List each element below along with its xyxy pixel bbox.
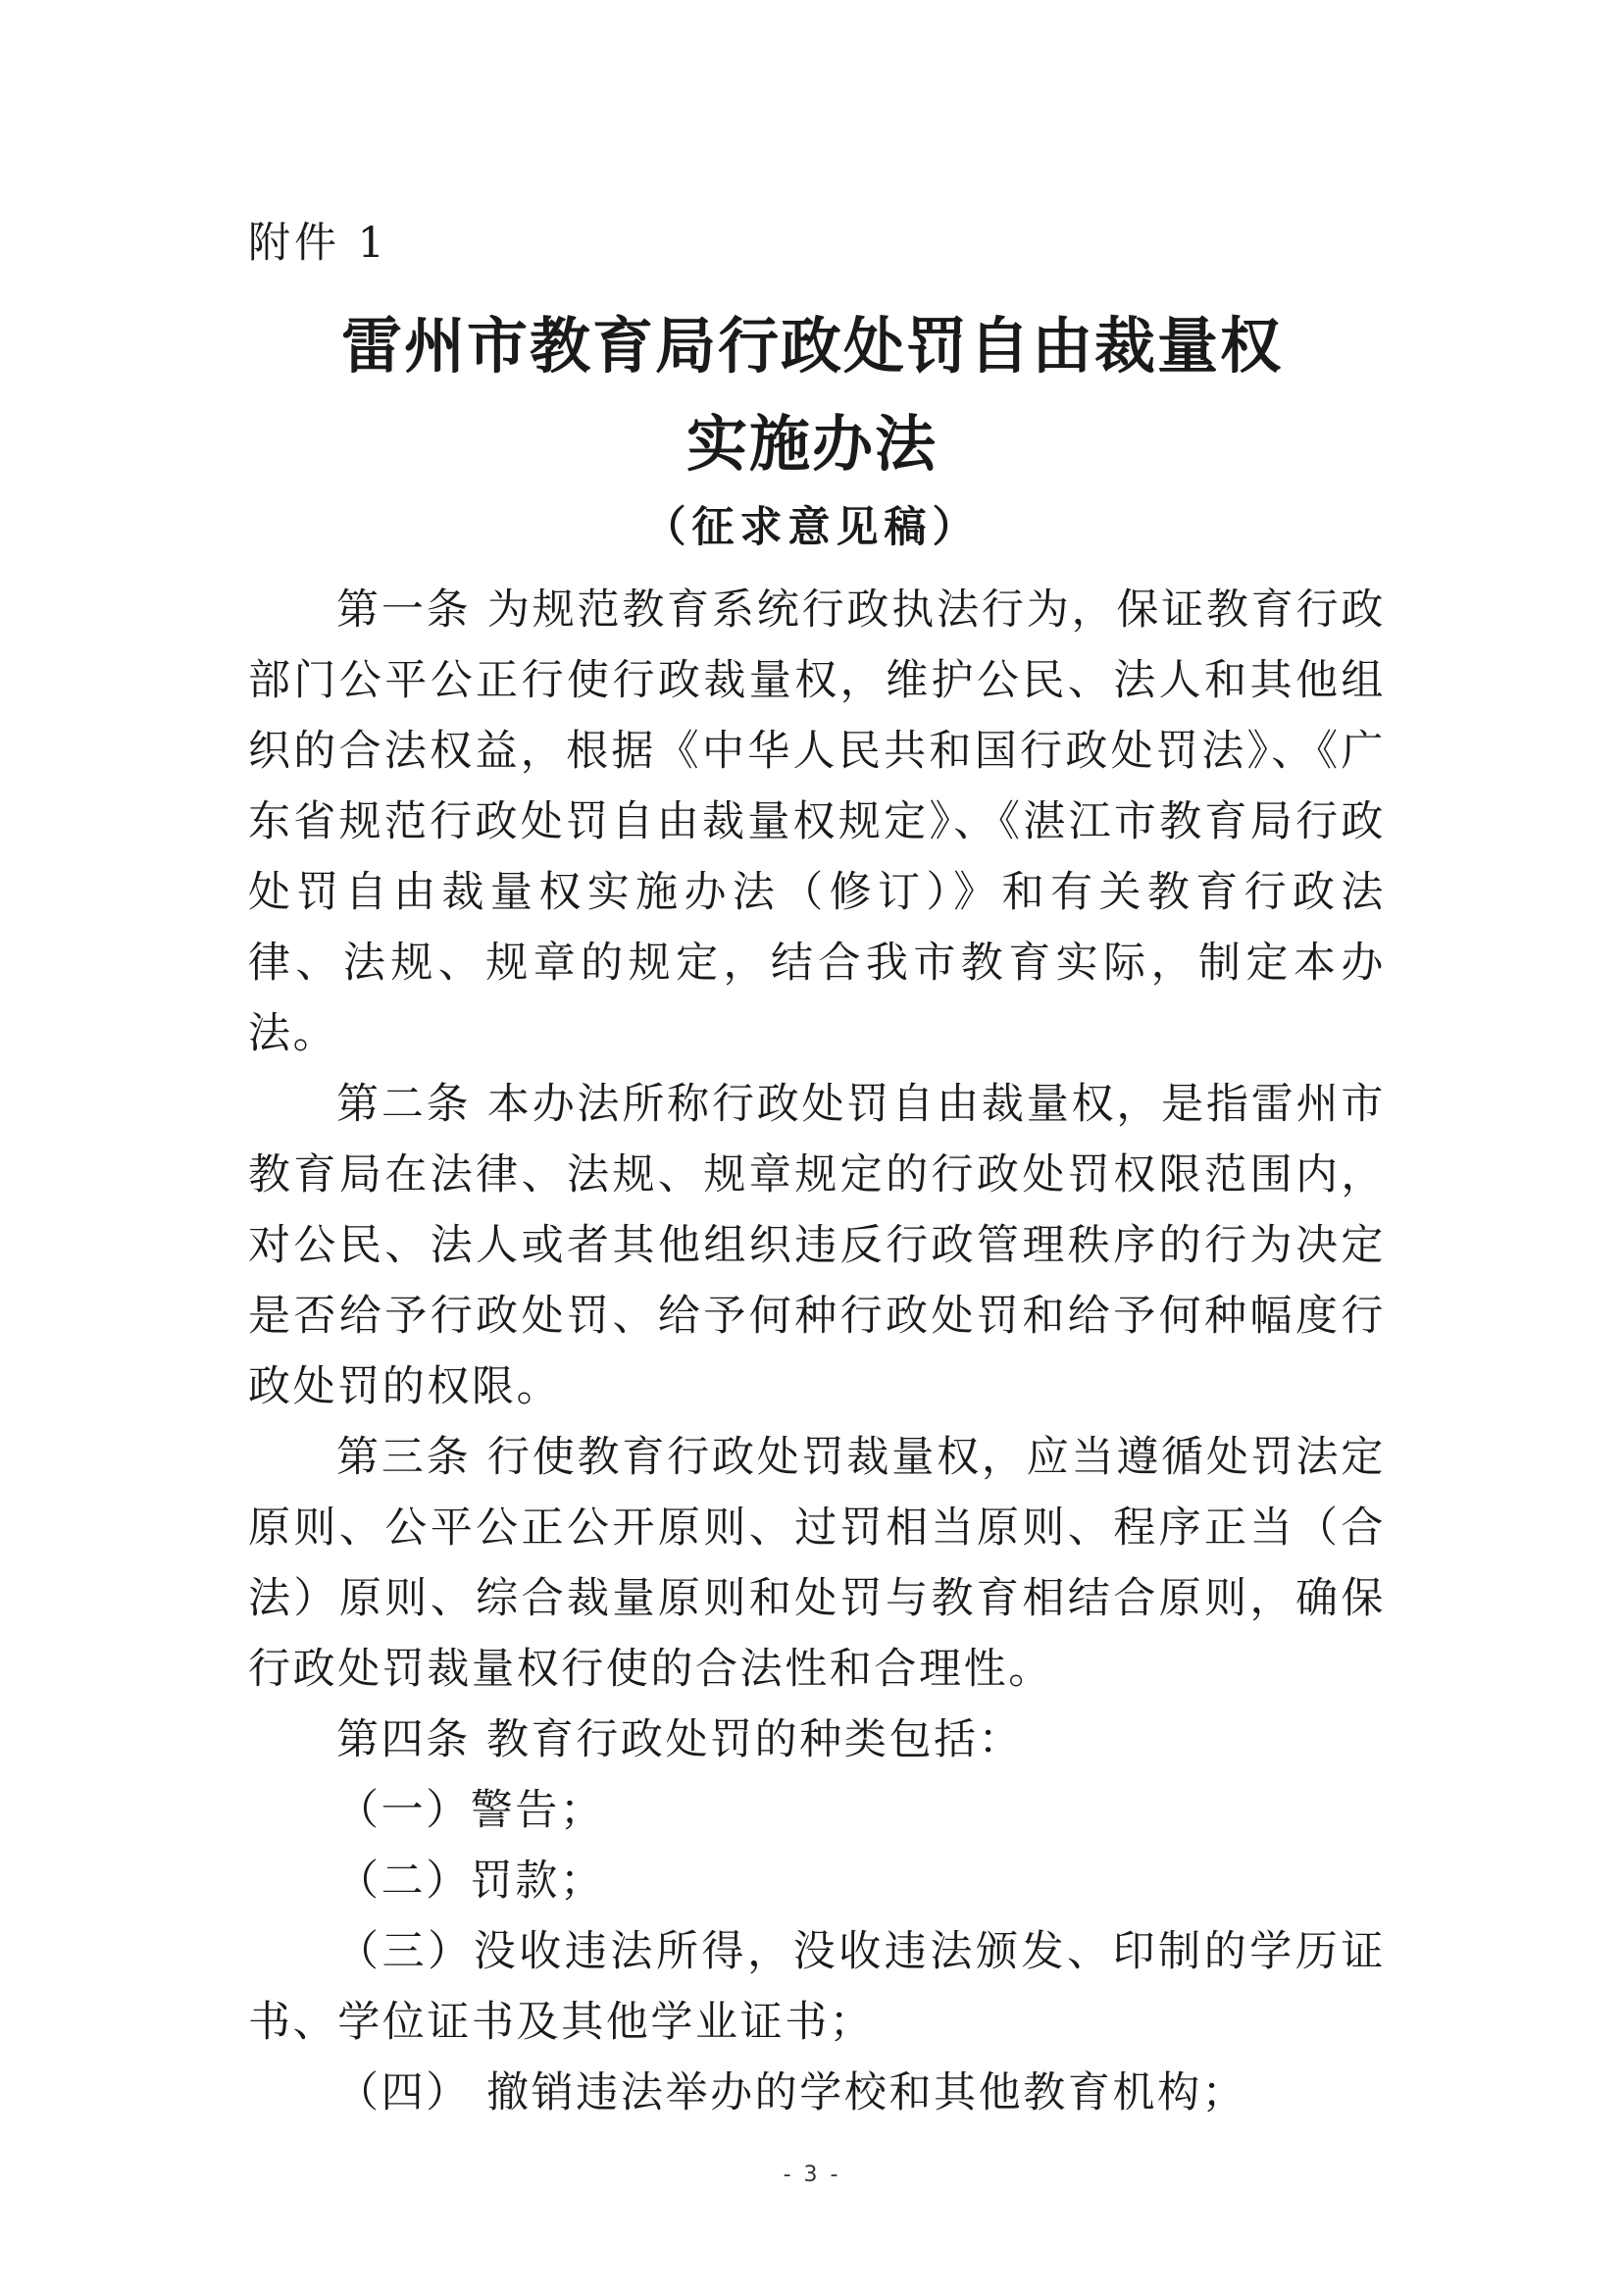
document-body [248, 575, 1386, 2128]
document-title-line-2: 实施办法 [685, 408, 938, 480]
list-item-warning: （一）警告； [336, 1786, 605, 1835]
page-number: - 3 - [783, 2163, 841, 2187]
article-2-paragraph: 第二条 本办法所称行政处罚自由裁量权，是指雷州市教育局在法律、法规、规章规定的行政处罚权限范围内，对公民、法人或者其他组织违反行政管理秩序的行为决定是否给予行政处罚、给予何种行政处罚和给予何种幅度行政处罚的权限。 [248, 1080, 1386, 1411]
article-4-paragraph: 第四条 教育行政处罚的种类包括： [336, 1715, 1024, 1764]
list-item-fine: （二）罚款； [336, 1857, 605, 1906]
attachment-label: 附件 1 [248, 219, 389, 268]
list-item-revocation: （四） 撤销违法举办的学校和其他教育机构； [336, 2068, 1247, 2117]
document-title-line-1: 雷州市教育局行政处罚自由裁量权 [340, 310, 1283, 382]
draft-subtitle: （征求意见稿） [643, 503, 981, 552]
article-3-paragraph: 第三条 行使教育行政处罚裁量权，应当遵循处罚法定原则、公平公正公开原则、过罚相当原则、程序正当（合法）原则、综合裁量原则和处罚与教育相结合原则，确保行政处罚裁量权行使的合法性和合理性。 [248, 1433, 1386, 1694]
article-1-paragraph: 第一条 为规范教育系统行政执法行为，保证教育行政部门公平公正行使行政裁量权，维护公民、法人和其他组织的合法权益，根据《中华人民共和国行政处罚法》、《广东省规范行政处罚自由裁量权规定》、《湛江市教育局行政处罚自由裁量权实施办法（修订）》和有关教育行政法律、法规、规章的规定，结合我市教育实际，制定本办法。 [248, 586, 1386, 1058]
list-item-confiscation: （三）没收违法所得，没收违法颁发、印制的学历证书、学位证书及其他学业证书； [248, 1927, 1386, 2047]
